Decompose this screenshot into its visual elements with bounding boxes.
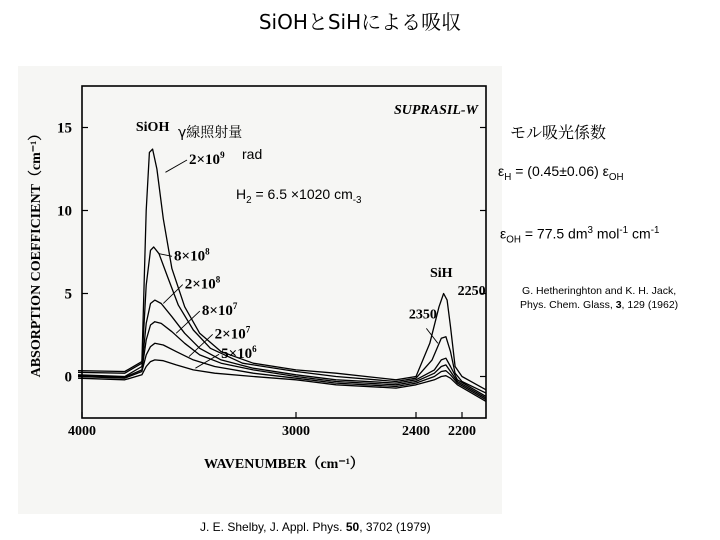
h2-exp: -3: [352, 194, 362, 206]
eps-oh-exp3: -1: [650, 225, 660, 236]
series-leader-line: [165, 160, 187, 172]
h2-value: = 6.5 ×1020 cm: [251, 186, 353, 202]
eps-oh-value: = 77.5 dm: [520, 225, 588, 242]
molar-absorptivity-title: モル吸光係数: [510, 123, 607, 142]
series-label-exponent: 7: [245, 324, 251, 335]
peak-label: SiOH: [135, 119, 170, 135]
x-tick-label: 2200: [448, 424, 476, 439]
series-label-exponent: 9: [220, 150, 225, 161]
x-tick-label: 2400: [402, 424, 430, 439]
side-citation-line1: G. Hetheringhton and K. H. Jack,: [522, 285, 677, 297]
epsilon-h-equation: [498, 163, 624, 183]
peak-leader-line: [426, 328, 438, 343]
y-tick-label: 15: [57, 120, 72, 137]
series-label: $8\times 10^8$: [174, 246, 210, 265]
main-citation-text: J. E. Shelby, J. Appl. Phys.: [200, 520, 346, 534]
eps-oh-exp1: 3: [587, 225, 593, 236]
eps-h-symbol: ε: [498, 163, 505, 179]
eps-h-tail-sub: OH: [608, 171, 624, 183]
main-citation: [200, 520, 431, 534]
eps-oh-unit3: cm: [628, 225, 651, 242]
y-axis-title: ABSORPTION COEFFICIENT（cm⁻¹）: [29, 126, 44, 378]
series-label-exponent: 8: [215, 274, 221, 285]
x-tick-label: 3000: [282, 424, 310, 439]
series-label-exponent: 7: [232, 301, 238, 312]
absorption-chart: [18, 66, 505, 514]
eps-h-value: = (0.45±0.06) ε: [511, 163, 609, 179]
eps-oh-sub: OH: [506, 234, 521, 246]
eps-h-sub: H: [504, 171, 512, 183]
peak-label: SiH: [430, 265, 453, 281]
h2-sub: 2: [246, 194, 252, 206]
side-citation-year: , 129 (1962): [621, 299, 679, 311]
series-line: [78, 360, 486, 402]
y-tick-label: 0: [64, 369, 72, 386]
series-label: $8\times 10^7$: [201, 301, 238, 320]
series-label: $2\times 10^9$: [189, 150, 225, 169]
epsilon-oh-equation: [500, 225, 659, 245]
x-axis-title: WAVENUMBER（cm⁻¹）: [204, 457, 364, 472]
main-citation-year: , 3702 (1979): [359, 520, 431, 534]
y-tick-label: 5: [64, 286, 72, 303]
eps-oh-symbol: ε: [500, 225, 507, 242]
side-citation-line2: [520, 298, 678, 312]
series-label-exponent: 6: [252, 344, 257, 355]
side-citation-volume: 3: [615, 299, 622, 311]
h2-prefix: H: [236, 186, 247, 202]
series-label: $2\times 10^8$: [184, 274, 221, 293]
eps-oh-exp2: -1: [619, 225, 629, 236]
peak-label: 2350: [408, 307, 437, 323]
rad-unit-label: rad: [242, 146, 263, 162]
series-label: $5\times 10^6$: [221, 344, 257, 363]
slide-title: SiOHとSiHによる吸収: [258, 10, 462, 34]
series-label-exponent: 8: [205, 246, 210, 257]
side-citation-journal: Phys. Chem. Glass,: [520, 299, 616, 311]
h2-concentration-label: [236, 186, 361, 206]
series-label: $2\times 10^7$: [214, 324, 251, 343]
chart-title: SUPRASIL-W: [393, 103, 478, 118]
side-citation: [520, 284, 678, 312]
eps-oh-unit2: mol: [592, 225, 620, 242]
series-leader-line: [176, 311, 200, 333]
gamma-dose-label: γ線照射量: [178, 125, 243, 141]
series-line: [78, 322, 486, 398]
y-tick-label: 10: [57, 203, 72, 220]
peak-label: 2250: [457, 284, 486, 300]
main-citation-volume: 50: [345, 520, 360, 534]
x-tick-label: 4000: [68, 424, 96, 439]
